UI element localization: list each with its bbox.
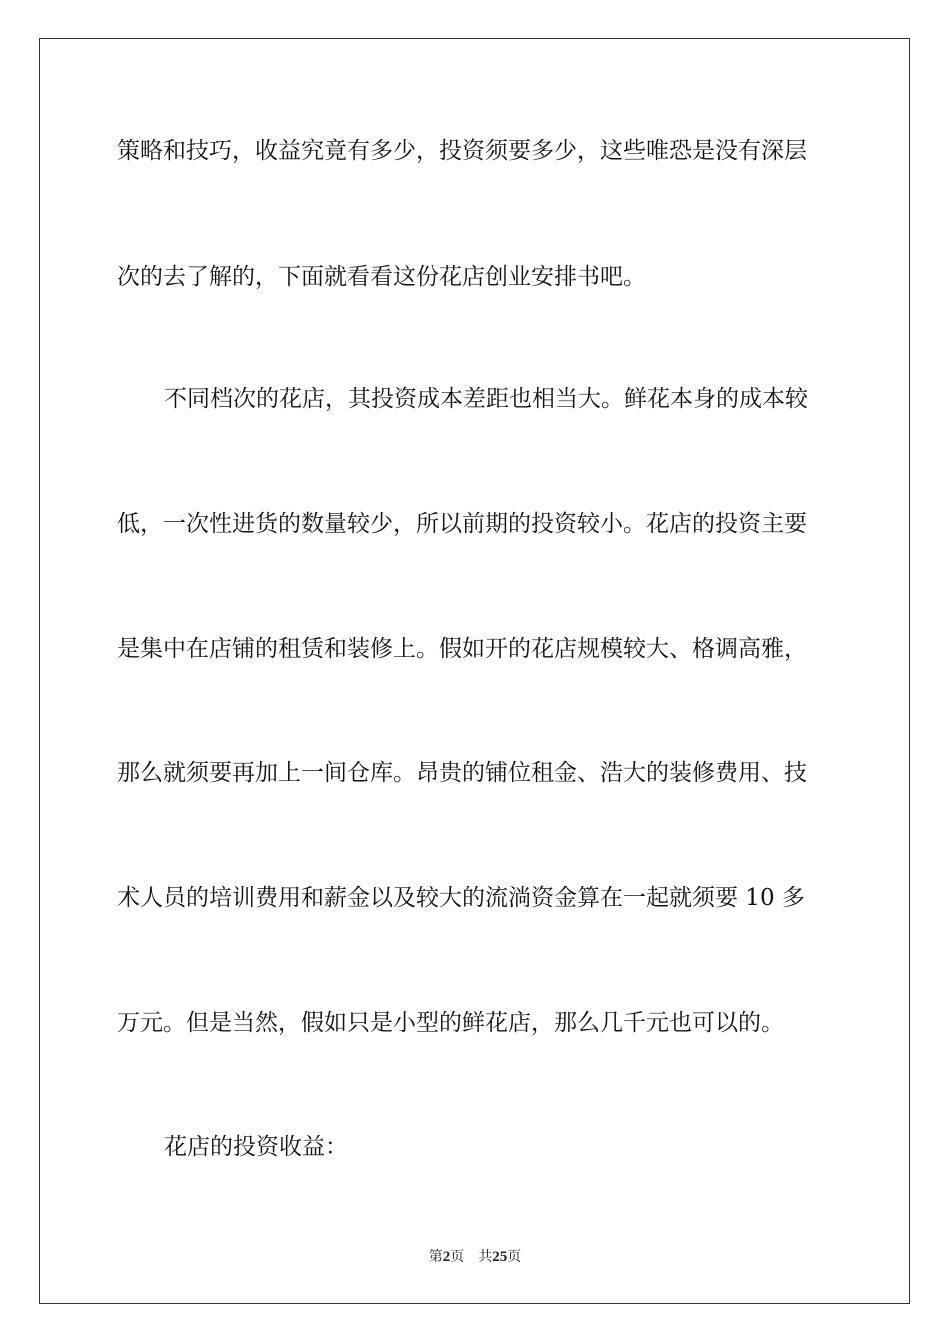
page-suffix: 页	[450, 1249, 465, 1265]
page-prefix: 第	[428, 1249, 443, 1265]
body-line-2: 次的去了解的，下面就看看这份花店创业安排书吧。	[117, 264, 646, 290]
body-line-7: 术人员的培训费用和薪金以及较大的流淌资金算在一起就须要 10 多	[117, 885, 805, 911]
body-line-1: 策略和技巧，收益究竟有多少，投资须要多少，这些唯恐是没有深层	[117, 138, 807, 164]
total-suffix: 页	[507, 1249, 522, 1265]
total-pages: 25	[492, 1249, 508, 1265]
body-line-9: 花店的投资收益：	[164, 1134, 348, 1160]
body-line-6: 那么就须要再加上一间仓库。昂贵的铺位租金、浩大的装修费用、技	[117, 760, 807, 786]
body-line-4: 低，一次性进货的数量较少，所以前期的投资较小。花店的投资主要	[117, 511, 807, 537]
page-number: 2	[442, 1249, 451, 1265]
body-line-3: 不同档次的花店，其投资成本差距也相当大。鲜花本身的成本较	[164, 386, 808, 412]
body-line-8: 万元。但是当然，假如只是小型的鲜花店，那么几千元也可以的。	[117, 1010, 784, 1036]
body-line-5: 是集中在店铺的租赁和装修上。假如开的花店规模较大、格调高雅，	[117, 636, 807, 662]
page-footer	[0, 1246, 950, 1266]
page-border	[39, 38, 910, 1304]
total-prefix: 共	[478, 1249, 493, 1265]
